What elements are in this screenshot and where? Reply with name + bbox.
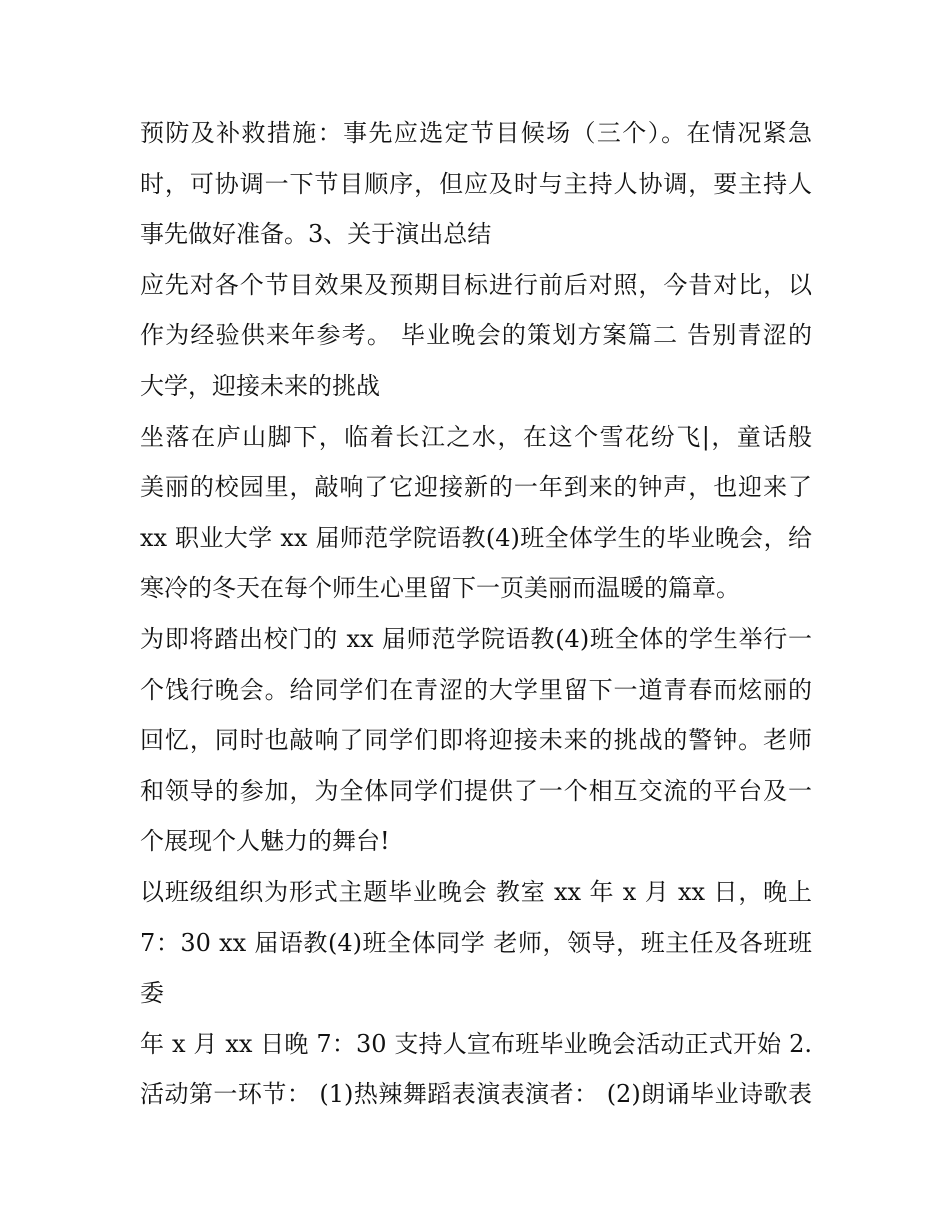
document-body <box>140 108 812 1120</box>
text-line: 回忆，同时也敲响了同学们即将迎接未来的挑战的警钟。老师 <box>140 726 812 755</box>
text-line: 7：30 xx 届语教(4)班全体同学 老师，领导，班主任及各班班 <box>140 928 812 957</box>
text-line: 委 <box>140 979 164 1008</box>
text-line: 寒冷的冬天在每个师生心里留下一页美丽而温暖的篇章。 <box>140 574 740 603</box>
text-line: 应先对各个节目效果及预期目标进行前后对照，今昔对比，以 <box>140 270 812 299</box>
text-line: 活动第一环节： (1)热辣舞蹈表演表演者： (2)朗诵毕业诗歌表 <box>140 1080 812 1109</box>
text-line: 和领导的参加，为全体同学们提供了一个相互交流的平台及一 <box>140 776 812 805</box>
text-line: 大学，迎接未来的挑战 <box>140 371 380 400</box>
text-line: 以班级组织为形式主题毕业晚会 教室 xx 年 x 月 xx 日，晚上 <box>140 877 812 906</box>
text-line: 预防及补救措施：事先应选定节目候场（三个）。在情况紧急 <box>140 119 812 147</box>
text-line: 事先做好准备。3、关于演出总结 <box>140 220 492 249</box>
text-line: 坐落在庐山脚下，临着长江之水，在这个雪花纷飞|，童话般 <box>140 422 812 451</box>
text-line: 年 x 月 xx 日晚 7：30 支持人宣布班毕业晚会活动正式开始 2. <box>140 1029 812 1058</box>
text-line: 为即将踏出校门的 xx 届师范学院语教(4)班全体的学生举行一 <box>140 624 812 653</box>
text-line: xx 职业大学 xx 届师范学院语教(4)班全体学生的毕业晚会，给 <box>140 523 812 552</box>
text-line: 个展现个人魅力的舞台! <box>140 827 390 856</box>
text-line: 时，可协调一下节目顺序，但应及时与主持人协调，要主持人 <box>140 169 812 198</box>
text-line: 美丽的校园里，敲响了它迎接新的一年到来的钟声，也迎来了 <box>140 473 812 502</box>
text-line: 作为经验供来年参考。 毕业晚会的策划方案篇二 告别青涩的 <box>140 321 812 350</box>
text-line: 个饯行晚会。给同学们在青涩的大学里留下一道青春而炫丽的 <box>140 675 812 704</box>
